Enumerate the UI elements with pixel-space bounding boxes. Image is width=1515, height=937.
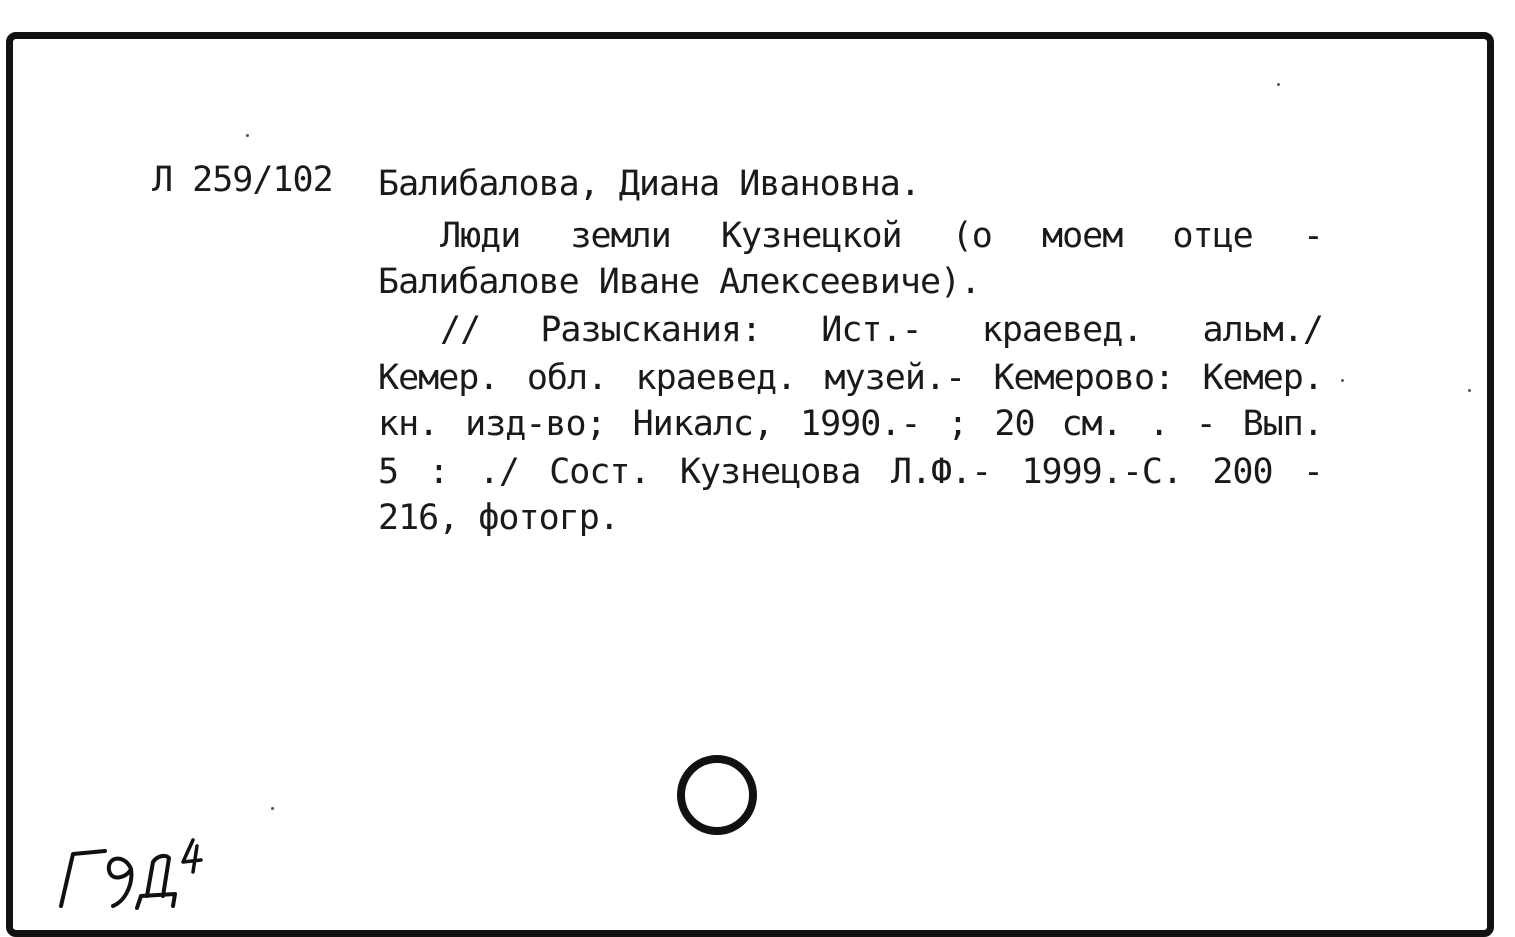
word: Никалс, xyxy=(632,404,774,444)
word: моем xyxy=(1042,216,1123,256)
word: - xyxy=(1302,452,1323,492)
scan-speck xyxy=(1341,379,1344,382)
word: : xyxy=(428,452,449,492)
word: краевед. xyxy=(635,358,797,398)
word: 1999.-С. xyxy=(1021,452,1183,492)
word: 5 xyxy=(378,452,399,492)
word: Ист.- xyxy=(821,310,922,350)
word: - xyxy=(1302,216,1323,256)
shelfmark: Л 259/102 xyxy=(152,160,333,200)
word: музей.- xyxy=(824,358,966,398)
punch-hole xyxy=(677,755,757,835)
word: Разыскания: xyxy=(540,310,762,350)
record-line-5 xyxy=(378,404,1323,444)
word: альм./ xyxy=(1202,310,1323,350)
author-line: Балибалова, Диана Ивановна. xyxy=(378,164,920,204)
word: 1990.- xyxy=(800,404,921,444)
word: 20 xyxy=(994,404,1035,444)
record-line-1 xyxy=(440,216,1323,256)
word: обл. xyxy=(526,358,608,398)
word: кн. xyxy=(378,404,439,444)
word: . xyxy=(1148,404,1169,444)
word: ; xyxy=(947,404,968,444)
scan-speck xyxy=(1277,83,1280,86)
word: Кузнецова xyxy=(679,452,861,492)
word: 200 xyxy=(1212,452,1273,492)
record-line-6 xyxy=(378,452,1323,492)
word: отце xyxy=(1172,216,1253,256)
word: // xyxy=(440,310,481,350)
word: Кемер. xyxy=(378,358,499,398)
word: (о xyxy=(951,216,992,256)
word: краевед. xyxy=(981,310,1143,350)
scan-speck xyxy=(246,134,249,137)
word: земли xyxy=(570,216,671,256)
record-line-3 xyxy=(440,310,1323,350)
record-line-4 xyxy=(378,358,1323,398)
word: Вып. xyxy=(1242,404,1323,444)
word: Кемерово: xyxy=(993,358,1175,398)
word: - xyxy=(1195,404,1216,444)
word: см. xyxy=(1061,404,1122,444)
catalog-card xyxy=(6,32,1494,937)
word: Люди xyxy=(440,216,521,256)
word: Кузнецкой xyxy=(720,216,902,256)
word: Сост. xyxy=(549,452,650,492)
record-line-2: Балибалове Иване Алексеевиче). xyxy=(378,262,981,302)
word: ./ xyxy=(478,452,519,492)
handwritten-note-icon xyxy=(43,834,223,924)
record-line-7: 216, фотогр. xyxy=(378,498,619,538)
scan-speck xyxy=(1468,389,1471,392)
word: изд-во; xyxy=(465,404,606,444)
word: Кемер. xyxy=(1202,358,1323,398)
scan-speck xyxy=(271,807,274,810)
word: Л.Ф.- xyxy=(890,452,992,492)
